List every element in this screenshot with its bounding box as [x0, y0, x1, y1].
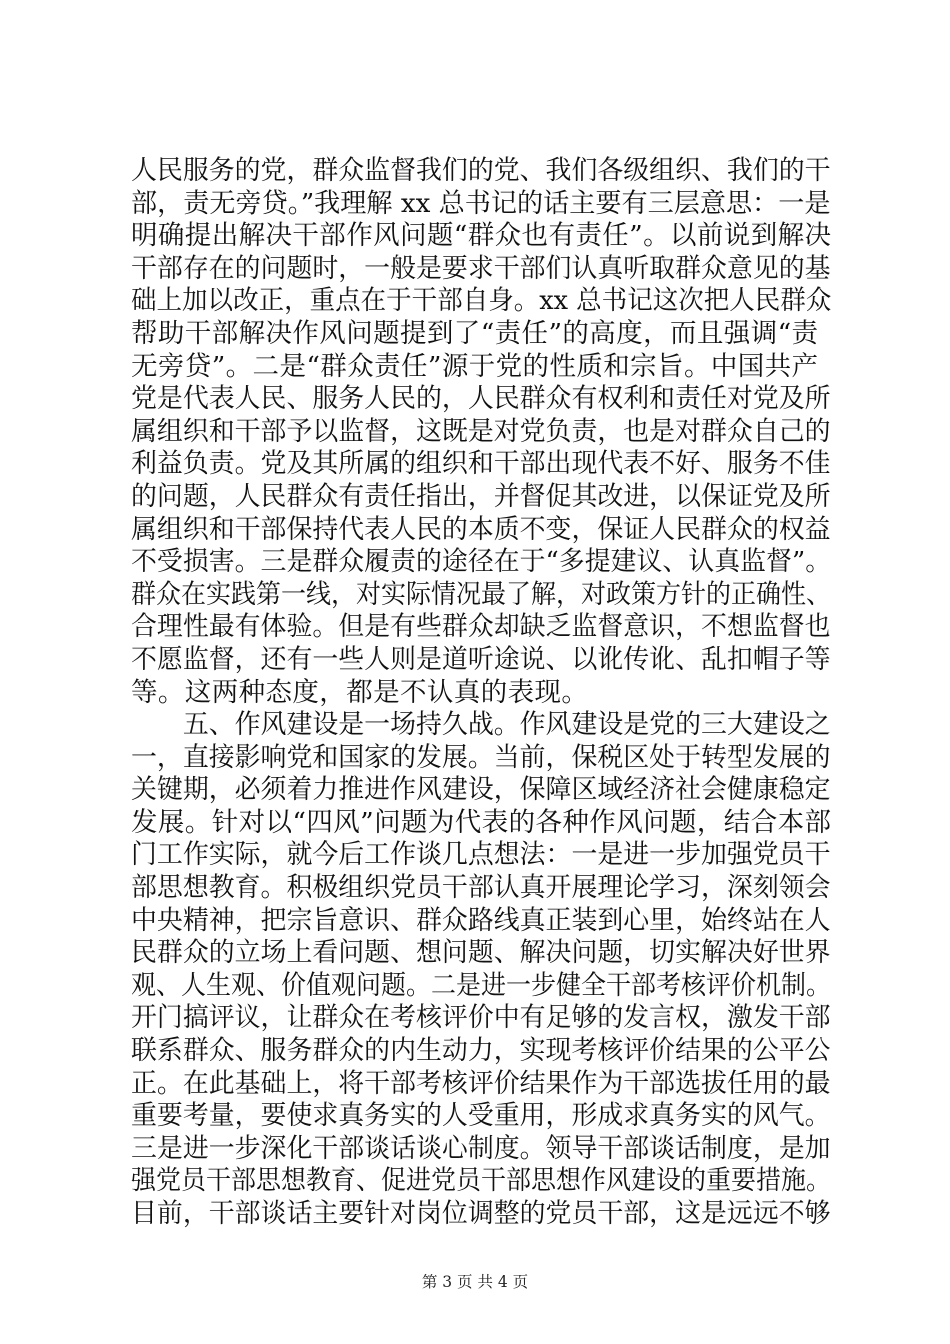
text-line: 的问题，人民群众有责任指出，并督促其改进，以保证党及所: [131, 480, 831, 512]
body-text: [131, 155, 831, 1231]
text-line: 明确提出解决干部作风问题“群众也有责任”。以前说到解决: [131, 220, 832, 252]
text-line: 部思想教育。积极组织党员干部认真开展理论学习，深刻领会: [131, 872, 831, 904]
text-line: 观、人生观、价值观问题。二是进一步健全干部考核评价机制。: [131, 969, 832, 1001]
text-line: 发展。针对以“四风”问题为代表的各种作风问题，结合本部: [131, 806, 832, 838]
text-line: 帮助干部解决作风问题提到了“责任”的高度，而且强调“责: [131, 317, 819, 349]
text-line: 人民服务的党，群众监督我们的党、我们各级组织、我们的干: [131, 155, 831, 186]
text-line: 础上加以改正，重点在于干部自身。xx 总书记这次把人民群众: [131, 285, 832, 317]
text-line: 门工作实际，就今后工作谈几点想法：一是进一步加强党员干: [131, 839, 831, 871]
text-line: 部，责无旁贷。”我理解 xx 总书记的话主要有三层意思：一是: [131, 187, 831, 219]
text-line: 群众在实践第一线，对实际情况最了解，对政策方针的正确性、: [131, 578, 832, 610]
text-line: 三是进一步深化干部谈话谈心制度。领导干部谈话制度，是加: [131, 1132, 831, 1164]
text-line: 利益负责。党及其所属的组织和干部出现代表不好、服务不佳: [131, 448, 831, 480]
text-line: 联系群众、服务群众的内生动力，实现考核评价结果的公平公: [131, 1035, 831, 1067]
text-line: 民群众的立场上看问题、想问题、解决问题，切实解决好世界: [131, 937, 831, 969]
text-line: 一，直接影响党和国家的发展。当前，保税区处于转型发展的: [131, 741, 831, 773]
text-line: 党是代表人民、服务人民的，人民群众有权利和责任对党及所: [131, 383, 831, 415]
page-footer: 第 3 页 共 4 页: [421, 1273, 529, 1291]
paragraph-start-line: 五、作风建设是一场持久战。作风建设是党的三大建设之: [182, 709, 831, 741]
text-line: 正。在此基础上，将干部考核评价结果作为干部选拔任用的最: [131, 1067, 831, 1099]
text-line: 不愿监督，还有一些人则是道听途说、以讹传讹、乱扣帽子等: [131, 643, 831, 675]
text-line: 开门搞评议，让群众在考核评价中有足够的发言权，激发干部: [131, 1002, 831, 1034]
text-line: 重要考量，要使求真务实的人受重用，形成求真务实的风气。: [131, 1100, 831, 1132]
text-line: 关键期，必须着力推进作风建设，保障区域经济社会健康稳定: [131, 774, 831, 806]
text-line: 属组织和干部予以监督，这既是对党负责，也是对群众自己的: [131, 415, 831, 447]
text-line: 中央精神，把宗旨意识、群众路线真正装到心里，始终站在人: [131, 904, 831, 936]
text-line: 干部存在的问题时，一般是要求干部们认真听取群众意见的基: [131, 252, 831, 284]
text-line: 属组织和干部保持代表人民的本质不变，保证人民群众的权益: [131, 513, 831, 545]
text-line: 强党员干部思想教育、促进党员干部思想作风建设的重要措施。: [131, 1165, 832, 1197]
text-line: 不受损害。三是群众履责的途径在于“多提建议、认真监督”。: [131, 546, 832, 578]
text-line: 等。这两种态度，都是不认真的表现。: [131, 676, 589, 708]
text-line: 无旁贷”。二是“群众责任”源于党的性质和宗旨。中国共产: [131, 350, 819, 382]
text-line: 目前，干部谈话主要针对岗位调整的党员干部，这是远远不够: [131, 1198, 831, 1229]
text-line: 合理性最有体验。但是有些群众却缺乏监督意识，不想监督也: [131, 611, 831, 643]
